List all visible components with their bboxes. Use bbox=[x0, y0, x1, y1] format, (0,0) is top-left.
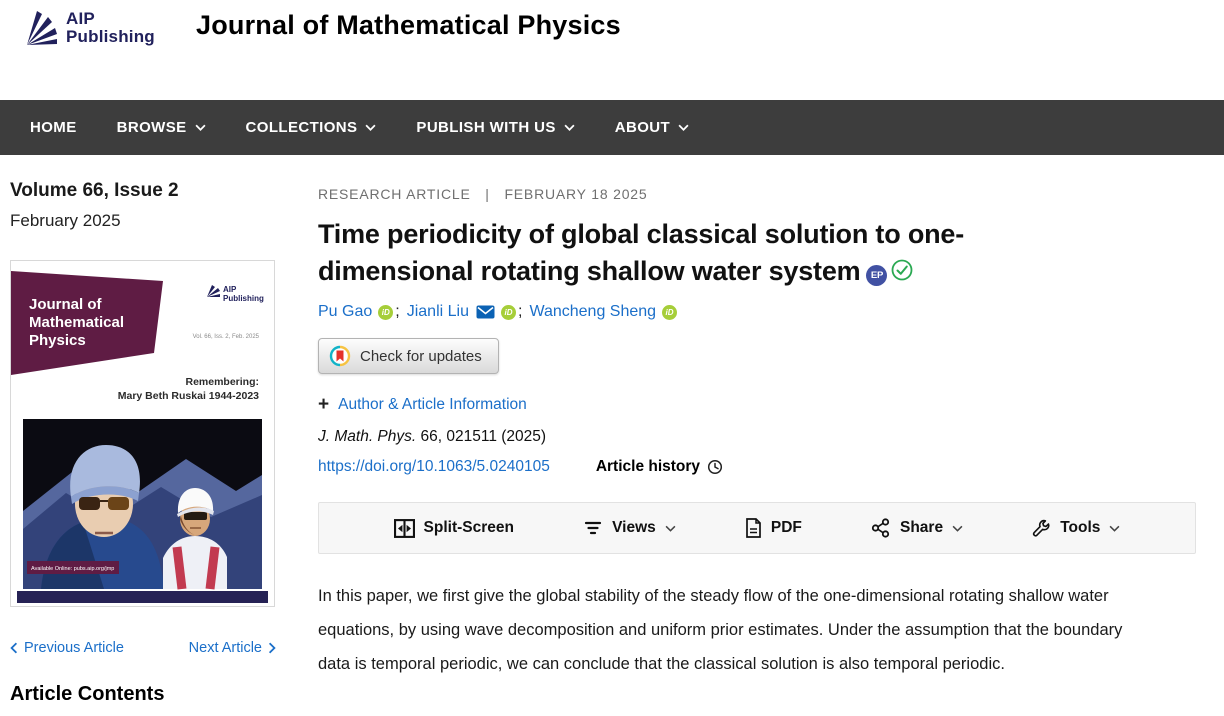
nav-item-about[interactable] bbox=[615, 119, 689, 136]
share-icon bbox=[871, 518, 891, 538]
svg-text:Mathematical: Mathematical bbox=[29, 314, 125, 331]
tool-label: Split-Screen bbox=[423, 519, 514, 536]
citation-journal: J. Math. Phys. bbox=[318, 428, 417, 445]
nav-item-home[interactable] bbox=[30, 119, 77, 136]
article-history-label: Article history bbox=[595, 458, 701, 475]
svg-text:Mary Beth Ruskai 1944-2023: Mary Beth Ruskai 1944-2023 bbox=[117, 390, 259, 402]
svg-text:Vol. 66, Iss. 2, Feb. 2025: Vol. 66, Iss. 2, Feb. 2025 bbox=[192, 334, 259, 340]
tools-wrench-icon bbox=[1032, 519, 1051, 538]
aip-logo-text bbox=[66, 10, 155, 46]
email-icon[interactable] bbox=[476, 305, 495, 319]
chevron-right-icon bbox=[268, 642, 276, 654]
citation-line bbox=[318, 428, 1198, 446]
nav-item-publish-with-us[interactable] bbox=[416, 119, 574, 136]
issue-cover-image[interactable] bbox=[10, 260, 275, 607]
article-type: RESEARCH ARTICLE bbox=[318, 186, 471, 202]
nav-item-collections[interactable] bbox=[246, 119, 377, 136]
tool-label: Tools bbox=[1060, 519, 1101, 536]
chevron-down-icon bbox=[678, 124, 689, 131]
chevron-down-icon bbox=[665, 525, 676, 532]
author-separator: ; bbox=[395, 303, 400, 320]
abstract-text: In this paper, we first give the global stability of the steady flow of the one-dimensional rotating shallow water equations, by using wave decomposition and uniform prior estimates. Under the assumption that the boundary data is temporal periodic, we can conclude that the classical solution is also temporal periodic. bbox=[318, 587, 1123, 673]
issue-date: February 2025 bbox=[10, 211, 121, 230]
article-history-toggle[interactable] bbox=[596, 458, 723, 476]
article-title bbox=[318, 216, 1078, 290]
next-article-label: Next Article bbox=[188, 640, 262, 656]
chevron-down-icon bbox=[952, 525, 963, 532]
article-contents-heading: Article Contents bbox=[10, 683, 165, 705]
nav-label: BROWSE bbox=[116, 119, 187, 136]
nav-item-browse[interactable] bbox=[117, 119, 206, 136]
logo-line1: AIP bbox=[66, 9, 95, 28]
nav-label: HOME bbox=[30, 119, 77, 136]
journal-title: Journal of Mathematical Physics bbox=[196, 10, 621, 40]
check-for-updates-button[interactable] bbox=[318, 338, 499, 374]
chevron-down-icon bbox=[365, 124, 376, 131]
author-info-row bbox=[318, 394, 1198, 416]
author-separator: ; bbox=[517, 303, 523, 320]
orcid-label: iD bbox=[381, 307, 390, 317]
chevron-down-icon bbox=[1109, 525, 1120, 532]
share-button[interactable] bbox=[871, 518, 963, 538]
tool-label: PDF bbox=[770, 519, 802, 536]
cover-publisher-logo bbox=[207, 285, 264, 303]
cover-artwork bbox=[11, 261, 274, 606]
svg-text:Physics: Physics bbox=[29, 332, 86, 349]
tool-label: Share bbox=[900, 519, 944, 536]
views-button[interactable] bbox=[583, 519, 676, 537]
history-clock-icon bbox=[707, 459, 723, 475]
split-screen-button[interactable] bbox=[394, 519, 514, 538]
orcid-icon[interactable] bbox=[378, 305, 393, 320]
svg-text:AIP: AIP bbox=[223, 285, 237, 294]
svg-text:Available Online: pubs.aip.org: Available Online: pubs.aip.org/jmp bbox=[31, 566, 115, 572]
article-eyebrow bbox=[318, 186, 1198, 202]
doi-link[interactable]: https://doi.org/10.1063/5.0240105 bbox=[318, 458, 550, 475]
pdf-button[interactable] bbox=[745, 518, 802, 538]
author-link-wancheng-sheng[interactable]: Wancheng Sheng bbox=[529, 303, 657, 320]
check-for-updates-label: Check for updates bbox=[360, 347, 482, 365]
tools-button[interactable] bbox=[1032, 519, 1120, 538]
free-access-check-icon[interactable] bbox=[891, 259, 913, 281]
nav-label: COLLECTIONS bbox=[245, 119, 358, 136]
logo-line2: Publishing bbox=[66, 27, 155, 46]
orcid-icon[interactable] bbox=[501, 305, 516, 320]
views-icon bbox=[583, 519, 603, 537]
issue-sidebar bbox=[10, 180, 276, 705]
editors-pick-badge[interactable]: EP bbox=[866, 265, 887, 286]
article-date: FEBRUARY 18 2025 bbox=[504, 186, 648, 202]
svg-text:Journal of: Journal of bbox=[29, 296, 102, 313]
author-article-information-link[interactable]: Author & Article Information bbox=[338, 396, 527, 413]
tool-label: Views bbox=[612, 519, 656, 536]
aip-publishing-logo[interactable] bbox=[25, 8, 155, 48]
article-title-text: Time periodicity of global classical solution to one-dimensional rotating shallow water system bbox=[318, 219, 965, 286]
plus-icon: + bbox=[318, 394, 330, 415]
next-article-link[interactable] bbox=[189, 640, 276, 656]
doi-row bbox=[318, 458, 1198, 476]
citation-rest: 66, 021511 (2025) bbox=[416, 428, 547, 445]
previous-article-label: Previous Article bbox=[24, 640, 124, 656]
pdf-icon bbox=[745, 518, 762, 538]
author-link-jianli-liu[interactable]: Jianli Liu bbox=[406, 303, 469, 320]
previous-article-link[interactable] bbox=[10, 640, 124, 656]
main-nav bbox=[0, 100, 1224, 155]
chevron-left-icon bbox=[10, 642, 18, 654]
svg-text:Remembering:: Remembering: bbox=[185, 376, 259, 388]
svg-text:Publishing: Publishing bbox=[223, 294, 264, 303]
article-pagination bbox=[10, 640, 276, 656]
orcid-label: iD bbox=[665, 307, 674, 317]
author-link-pu-gao[interactable]: Pu Gao bbox=[318, 303, 373, 320]
chevron-down-icon bbox=[564, 124, 575, 131]
article-main bbox=[318, 186, 1198, 681]
split-screen-icon bbox=[394, 519, 415, 538]
article-toolbar bbox=[318, 502, 1196, 554]
orcid-label: iD bbox=[504, 307, 513, 317]
chevron-down-icon bbox=[195, 124, 206, 131]
orcid-icon[interactable] bbox=[662, 305, 677, 320]
nav-label: ABOUT bbox=[614, 119, 671, 136]
eyebrow-separator: | bbox=[485, 186, 490, 202]
crossmark-icon bbox=[329, 345, 351, 367]
author-list bbox=[318, 303, 1198, 321]
masthead bbox=[0, 0, 1224, 100]
volume-title: Volume 66, Issue 2 bbox=[10, 180, 179, 201]
nav-label: PUBLISH WITH US bbox=[416, 119, 556, 136]
aip-fan-icon bbox=[25, 8, 59, 48]
